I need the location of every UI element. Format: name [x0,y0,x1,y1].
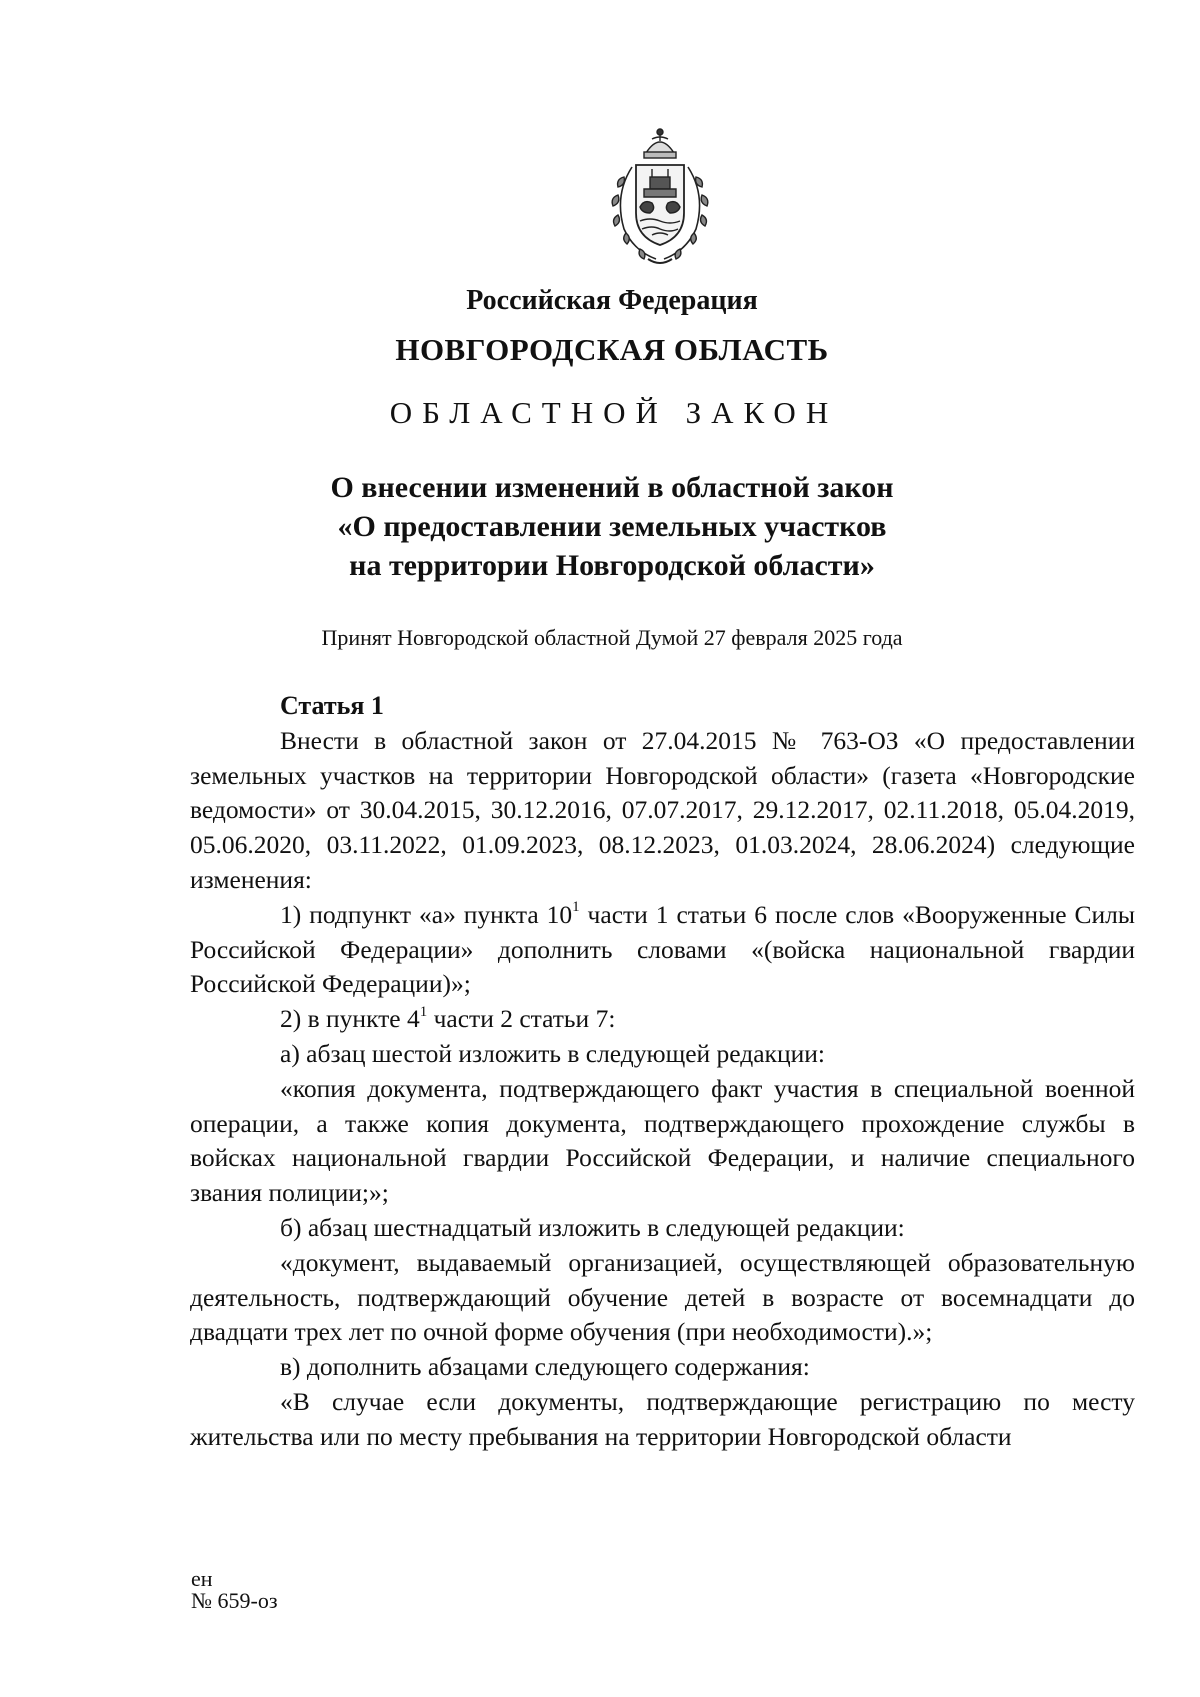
quote-b: «документ, выдаваемый организацией, осуществляющей образовательную деятельность, подтверждающий обучение детей в возрасте от восемнадцати до двадцати трех лет по очной форме обучения (при необходимости).»; [190,1247,1135,1347]
adoption-note: Принят Новгородской областной Думой 27 февраля 2025 года [321,625,903,650]
item-text: 1) подпункт «а» пункта 10 [280,899,573,929]
article-heading: Статья 1 [280,691,384,720]
quote-c: «В случае если документы, подтверждающие регистрацию по месту жительства или по месту пребывания на территории Новгородской области [190,1386,1135,1451]
subitem-b: б) абзац шестнадцатый изложить в следующей редакции: [280,1212,905,1242]
region-name: НОВГОРОДСКАЯ ОБЛАСТЬ [395,332,829,367]
amendment-item-2 [190,1002,1135,1037]
coat-of-arms-icon [594,125,726,268]
law-title-line: «О предоставлении земельных участков [337,510,887,543]
amendment-item-1 [190,898,1135,1002]
superscript: 1 [572,899,580,916]
law-title [0,468,1200,585]
executor-initials: ен [191,1566,213,1591]
law-title-line: О внесении изменений в областной закон [330,471,894,504]
superscript: 1 [419,1003,428,1020]
article-body [190,689,1135,1455]
article-intro: Внести в областной закон от 27.04.2015 № 763-ОЗ «О предоставлении земельных участков на территории Новгородской области» (газета «Новгородские ведомости» от 30.04.2015, 30.12.2016, 07.07.2017, 29.12.2017, 02.11.2018, 05.04.2019, 05.06.2020, 03.11.2022, 01.09.2023, 08.12.2023, 01.03.2024, 28.06.2024) следующие изменения: [190,725,1135,894]
subitem-c: в) дополнить абзацами следующего содержания: [280,1352,810,1382]
item-text: 2) в пункте 4 [280,1004,420,1034]
country-name: Российская Федерация [466,285,758,316]
law-title-line: на территории Новгородской области» [349,549,875,582]
document-type: ОБЛАСТНОЙ ЗАКОН [389,395,839,430]
document-code [191,1568,278,1612]
subitem-a: а) абзац шестой изложить в следующей редакции: [280,1038,825,1068]
item-text: части 1 статьи 6 после слов «Вооруженные Силы Российской Федерации» дополнить словами «(войска национальной гвардии Российской Федерации)»; [190,899,1135,999]
quote-a: «копия документа, подтверждающего факт участия в специальной военной операции, а также копия документа, подтверждающего прохождение службы в войсках национальной гвардии Российской Федерации, и наличие специального звания полиции;»; [190,1073,1135,1208]
item-text: части 2 статьи 7: [427,1004,616,1034]
document-number: № 659-оз [191,1588,278,1613]
